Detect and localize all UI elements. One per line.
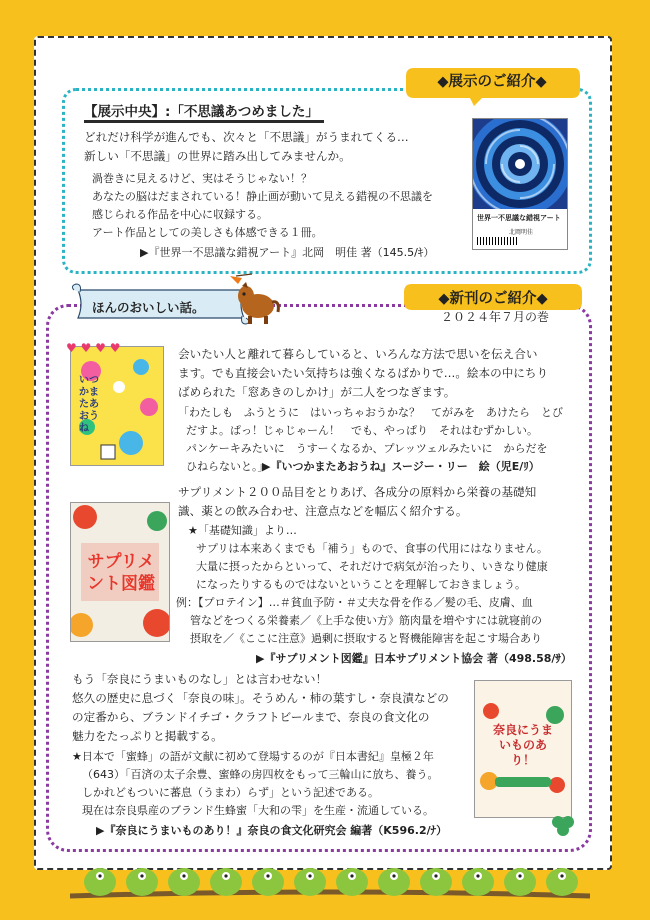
book3-star-3: しかれどもついに蕃息（うまわ）らず」という記述である。 [82, 786, 379, 799]
svg-text:♥ ♥ ♥ ♥: ♥ ♥ ♥ ♥ [66, 341, 121, 355]
book2-line-1: サプリメント２００品目をとりあげ、各成分の原料から栄養の基礎知 [178, 485, 537, 499]
display-heading: 【展示中央】:「不思議あつめました」 [84, 104, 319, 120]
book2-citation: ▶『サプリメント図鑑』日本サプリメント協会 著（498.58/ｻ） [256, 652, 572, 665]
book1-line-1: 会いたい人と離れて暮らしていると、いろんな方法で思いを伝え合い [178, 347, 538, 361]
book1-quote-2: だすよ。ぱっ！じゃじゃーん！ でも、やっぱり それはむずかしい。 [186, 424, 538, 437]
book1-cover [70, 346, 164, 466]
book2-basic-label: ★「基礎知識」より… [188, 524, 297, 537]
book3-citation: ▶『奈良にうまいものあり！』奈良の食文化研究会 編著（K596.2/ﾅ） [96, 824, 448, 837]
display-citation: ▶『世界一不思議な錯視アート』北岡 明佳 著（145.5/ｷ） [140, 246, 435, 259]
book1-quote-3: パンケーキみたいに うすーくなるか、プレッツェルみたいに からだを [186, 442, 548, 455]
book3-star-4: 現在は奈良県産のブランド生蜂蜜「大和の雫」を生産・流通している。 [82, 804, 434, 817]
book1-citation: ▶『いつかまたあおうね』スージー・リー 絵（児E/ﾘ） [262, 460, 540, 473]
book3-star-1: ★日本で「蜜蜂」の語が文献に初めて登場するのが『日本書紀』皇極２年 [72, 750, 434, 763]
display-intro-2: 新しい「不思議」の世界に踏み出してみませんか。 [84, 149, 351, 163]
display-cover-title: 世界一不思議な錯視アート [477, 214, 561, 222]
display-intro-1: どれだけ科学が進んでも、次々と「不思議」がうまれてくる… [84, 130, 409, 144]
book2-example-2: 管などをつくる栄養素／《上手な使い方》筋肉量を増やすには就寝前の [190, 614, 542, 627]
book3-line-3: の定番から、ブランドイチゴ・クラフトビールまで、奈良の食文化の [72, 710, 430, 724]
issue-label: ２０２４年７月の巻 [440, 310, 549, 324]
display-body-2: あなたの脳はだまされている！静止画が動いて見える錯視の不思議を [92, 190, 433, 203]
book2-example-3: 摂取を／《ここに注意》過剰に摂取すると腎機能障害を起こす場合あり [190, 632, 542, 645]
book3-line-1: もう「奈良にうまいものなし」とは言わせない！ [72, 672, 328, 686]
display-body-4: アート作品としての美しさも体感できる１冊。 [92, 226, 323, 239]
clover-icon [548, 812, 578, 836]
book3-line-4: 魅力をたっぷりと掲載する。 [72, 729, 223, 743]
display-book-cover [472, 118, 568, 250]
book1-line-2: ます。でも直接会いたい気持ちは強くなるばかりで…。絵本の中にちり [178, 366, 549, 380]
display-body-3: 感じられる作品を中心に収録する。 [92, 208, 268, 221]
book1-line-3: ばめられた「窓あきのしかけ」が二人をつなぎます。 [178, 385, 456, 399]
hearts-icon [62, 336, 172, 358]
book1-quote-4: ひねらないと。」 [186, 460, 269, 473]
book3-star-2: （643）「百済の太子余豊、蜜蜂の房四枚をもって三輪山に放ち、養う。 [82, 768, 439, 781]
display-cover-author: 北岡明佳 [509, 229, 534, 236]
book1-cover-title: いつかまたあおうね [79, 375, 99, 434]
horse-carrot-icon [222, 272, 282, 326]
birds-branch-icon [70, 848, 590, 908]
illusion-spiral-icon [473, 119, 567, 209]
book2-cover [70, 502, 170, 642]
book3-cover-title: 奈良にうまいものあり！ [492, 723, 553, 767]
barcode [477, 237, 517, 245]
display-badge: ◆展示のご紹介◆ [437, 74, 547, 90]
book3-line-2: 悠久の歴史に息づく「奈良の味」。そうめん・柿の葉すし・奈良漬などの [72, 691, 449, 705]
display-body-1: 渦巻きに見えるけど、実はそうじゃない！？ [92, 172, 312, 185]
heading-underline [84, 120, 324, 123]
book2-example-1: 例：【プロテイン】…＃貧血予防・＃丈夫な骨を作る／髪の毛、皮膚、血 [176, 596, 533, 609]
book2-cover-title: サプリメント図鑑 [87, 552, 155, 594]
banner-label: ほんのおいしい話。 [92, 300, 205, 315]
book2-line-2: 識、薬との飲み合わせ、注意点などを幅広く紹介する。 [178, 504, 468, 518]
book3-cover [474, 680, 572, 818]
book2-basic-3: になったりするものではないということを理解しておきましょう。 [196, 578, 526, 591]
new-books-badge: ◆新刊のご紹介◆ [438, 291, 548, 307]
book2-basic-2: 大量に摂ったからといって、それだけで病気が治ったり、いきなり健康 [196, 560, 548, 573]
book1-quote-1: 「わたしも ふうとうに はいっちゃおうかな？ てがみを あけたら とび [178, 406, 563, 419]
book2-basic-1: サプリは本来あくまでも「補う」もので、食事の代用にはなりません。 [196, 542, 548, 555]
